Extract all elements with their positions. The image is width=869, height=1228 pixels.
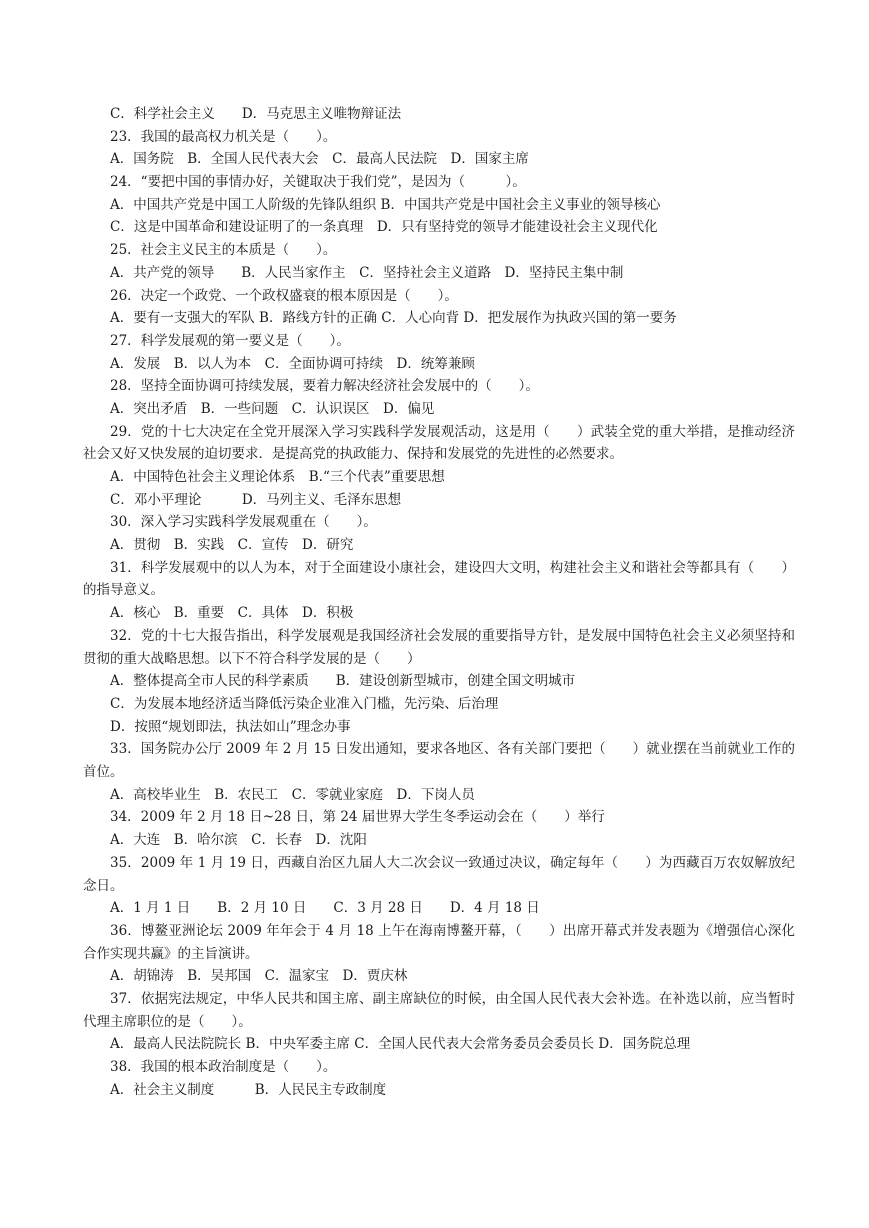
option-line: A．最高人民法院院长 B．中央军委主席 C．全国人民代表大会常务委员会委员长 D．国务院总理: [110, 1036, 691, 1053]
question-24: 24．“要把中国的事情办好，关键取决于我们党”，是因为（ ）。: [110, 174, 526, 191]
option-line: C．为发展本地经济适当降低污染企业准入门槛，先污染、后治理: [110, 695, 499, 712]
option-line: A．贯彻 B．实践 C．宣传 D．研究: [110, 537, 354, 554]
question-27: 27．科学发展观的第一要义是（ ）。: [110, 332, 350, 349]
option-line: A．要有一支强大的军队 B．路线方针的正确 C．人心向背 D．把发展作为执政兴国的第一要务: [110, 310, 677, 327]
question-36: 36．博鳌亚洲论坛 2009 年年会于 4 月 18 上午在海南博鳌开幕，（ ）出席开幕式并发表题为《增强信心深化合作实现共赢》的主旨演讲。: [83, 922, 795, 962]
question-34: 34．2009 年 2 月 18 日~28 日，第 24 届世界大学生冬季运动会在（ ）举行: [110, 809, 605, 826]
option-line: A．国务院 B．全国人民代表大会 C．最高人民法院 D．国家主席: [110, 151, 529, 168]
question-30: 30．深入学习实践科学发展观重在（ ）。: [110, 514, 377, 531]
question-31: 31．科学发展观中的以人为本，对于全面建设小康社会，建设四大文明，构建社会主义和谐社会等都具有（ ）的指导意义。: [83, 559, 795, 599]
option-line: A．高校毕业生 B．农民工 C．零就业家庭 D．下岗人员: [110, 786, 475, 803]
question-32: 32．党的十七大报告指出，科学发展观是我国经济社会发展的重要指导方针，是发展中国特色社会主义必须坚持和贯彻的重大战略思想。以下不符合科学发展的是（ ）: [83, 627, 795, 667]
question-38: 38．我国的根本政治制度是（ ）。: [110, 1059, 337, 1076]
option-line: A．1 月 1 日 B．2 月 10 日 C．3 月 28 日 D．4 月 18 日: [110, 900, 540, 917]
option-line: A．核心 B．重要 C．具体 D．积极: [110, 605, 354, 622]
question-list: [83, 103, 795, 1101]
question-23: 23．我国的最高权力机关是（ ）。: [110, 128, 337, 145]
option-line: A．大连 B．哈尔滨 C．长春 D．沈阳: [110, 832, 367, 849]
option-line: A．共产党的领导 B．人民当家作主 C．坚持社会主义道路 D．坚持民主集中制: [110, 264, 624, 281]
question-35: 35．2009 年 1 月 19 日，西藏自治区九届人大二次会议一致通过决议，确定每年（ ）为西藏百万农奴解放纪念日。: [83, 854, 795, 894]
option-line: C．邓小平理论 D．马列主义、毛泽东思想: [110, 491, 402, 508]
question-37: 37．依据宪法规定，中华人民共和国主席、副主席缺位的时候，由全国人民代表大会补选。在补选以前，应当暂时代理主席职位的是（ ）。: [83, 991, 795, 1030]
option-line: D．按照“规划即法，执法如山”理念办事: [110, 718, 351, 735]
option-line: C．这是中国革命和建设证明了的一条真理 D．只有坚持党的领导才能建设社会主义现代化: [110, 219, 658, 236]
option-line: A．中国共产党是中国工人阶级的先锋队组织 B．中国共产党是中国社会主义事业的领导核心: [110, 196, 661, 213]
question-25: 25．社会主义民主的本质是（ ）。: [110, 242, 337, 259]
option-line: C．科学社会主义 D．马克思主义唯物辩证法: [110, 106, 402, 122]
option-line: A．社会主义制度 B．人民民主专政制度: [110, 1081, 387, 1098]
option-line: A．突出矛盾 B．一些问题 C．认识误区 D．偏见: [110, 400, 435, 417]
option-line: A．中国特色社会主义理论体系 B.“三个代表”重要思想: [110, 469, 445, 486]
option-line: A．整体提高全市人民的科学素质 B．建设创新型城市，创建全国文明城市: [110, 673, 576, 690]
question-26: 26．决定一个政党、一个政权盛衰的根本原因是（ ）。: [110, 287, 458, 304]
question-28: 28．坚持全面协调可持续发展，要着力解决经济社会发展中的（ ）。: [110, 378, 539, 395]
option-line: A．胡锦涛 B．吴邦国 C．温家宝 D．贾庆林: [110, 968, 408, 985]
question-33: 33．国务院办公厅 2009 年 2 月 15 日发出通知，要求各地区、各有关部门要把（ ）就业摆在当前就业工作的首位。: [83, 741, 795, 781]
question-29: 29．党的十七大决定在全党开展深入学习实践科学发展观活动，这是用（ ）武装全党的重大举措，是推动经济社会又好又快发展的迫切要求．是提高党的执政能力、保持和发展党的先进性的必然要求。: [83, 423, 795, 463]
option-line: A．发展 B．以人为本 C．全面协调可持续 D．统筹兼顾: [110, 355, 475, 372]
